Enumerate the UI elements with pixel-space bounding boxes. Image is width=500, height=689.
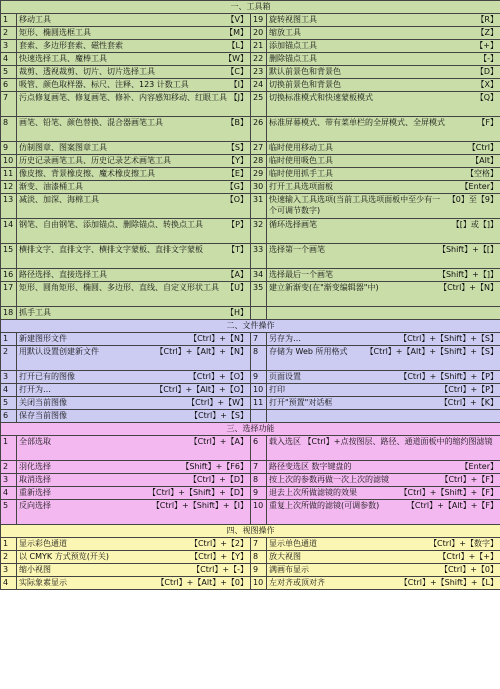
shortcut-description: 显示单色通道 xyxy=(269,539,317,548)
shortcut-cell xyxy=(17,346,251,371)
item-number: 6 xyxy=(1,79,17,92)
shortcut-description: 矩形、椭圆选框工具 xyxy=(19,28,91,37)
shortcut-key: 【Ctrl】+【2】 xyxy=(189,539,248,548)
shortcut-key: 【Ctrl】+【P】 xyxy=(440,385,498,394)
item-number: 1 xyxy=(1,333,17,346)
shortcut-cell xyxy=(17,397,251,410)
item-number: 2 xyxy=(1,551,17,564)
item-number: 9 xyxy=(1,142,17,155)
shortcut-key: 【Ctrl】+【S】 xyxy=(189,411,248,420)
item-number: 2 xyxy=(1,346,17,371)
item-number: 6 xyxy=(1,410,17,423)
shortcut-key: 【B】 xyxy=(226,118,248,127)
shortcut-description: 减淡、加深、海棉工具 xyxy=(19,195,99,204)
shortcut-key: 【F】 xyxy=(477,118,498,127)
shortcut-cell xyxy=(17,79,251,92)
shortcut-cell xyxy=(267,79,500,92)
shortcut-cell xyxy=(17,219,251,244)
shortcut-key: 【S】 xyxy=(226,143,248,152)
shortcut-key: 【Q】 xyxy=(475,93,498,102)
shortcut-key: 【-】 xyxy=(479,54,498,63)
shortcut-cell xyxy=(267,474,500,487)
table-row xyxy=(1,397,500,410)
shortcut-key: 【H】 xyxy=(225,308,248,317)
item-number: 26 xyxy=(251,117,267,142)
shortcut-description: 缩放工具 xyxy=(269,28,301,37)
shortcut-key: 【Ctrl】+【K】 xyxy=(439,398,498,407)
section-title: 三、选择功能 xyxy=(1,423,500,436)
item-number: 5 xyxy=(1,397,17,410)
shortcut-description: 打开为… xyxy=(19,385,51,394)
shortcut-cell xyxy=(17,53,251,66)
shortcut-key: 【空格】 xyxy=(466,169,498,178)
shortcut-description: 标准屏幕模式、带有菜单栏的全屏模式、全屏模式 xyxy=(269,118,445,127)
table-row xyxy=(1,92,500,117)
shortcut-description: 裁剪、透视裁剪、切片、切片选择工具 xyxy=(19,67,155,76)
item-number: 29 xyxy=(251,168,267,181)
item-number: 31 xyxy=(251,194,267,219)
shortcut-key: 【U】 xyxy=(226,283,248,292)
shortcut-description: 按上次的参数再做一次上次的滤镜 xyxy=(269,475,389,484)
shortcut-description: 切换前景色和背景色 xyxy=(269,80,341,89)
item-number: 23 xyxy=(251,66,267,79)
shortcut-key: 【Alt】 xyxy=(471,156,498,165)
shortcut-key: 【Ctrl】+【Shift】+【L】 xyxy=(399,578,498,587)
shortcut-cell xyxy=(267,282,500,307)
shortcut-description: 重新选择 xyxy=(19,488,51,497)
table-row xyxy=(1,410,500,423)
shortcut-description: 吸管、颜色取样器、标尺、注释、123 计数工具 xyxy=(19,80,189,89)
shortcut-cell xyxy=(17,436,251,461)
shortcut-description: 临时使用吸色工具 xyxy=(269,156,333,165)
shortcut-cell xyxy=(17,282,251,307)
table-row xyxy=(1,219,500,244)
section-title: 二、文件操作 xyxy=(1,320,500,333)
table-row xyxy=(1,551,500,564)
section-title: 一、工具箱 xyxy=(1,1,500,14)
shortcut-description: 全部选取 xyxy=(19,437,51,446)
shortcut-description: 显示彩色通道 xyxy=(19,539,67,548)
item-number: 1 xyxy=(1,538,17,551)
shortcut-description: 重复上次所做的滤镜(可调参数) xyxy=(269,501,380,510)
shortcut-description: 钢笔、自由钢笔、添加锚点、删除锚点、转换点工具 xyxy=(19,220,203,229)
shortcut-key: 【Ctrl】 xyxy=(467,143,498,152)
item-number xyxy=(251,410,267,423)
item-number: 15 xyxy=(1,244,17,269)
shortcut-cell xyxy=(267,436,500,461)
shortcut-cell xyxy=(17,117,251,142)
shortcut-description: 历史记录画笔工具、历史记录艺术画笔工具 xyxy=(19,156,171,165)
item-number: 11 xyxy=(1,168,17,181)
item-number: 22 xyxy=(251,53,267,66)
shortcut-description: 添加锚点工具 xyxy=(269,41,317,50)
shortcut-description: 快速选择工具、魔棒工具 xyxy=(19,54,107,63)
shortcut-cell xyxy=(17,307,251,320)
shortcut-description: 套索、多边形套索、磁性套索 xyxy=(19,41,123,50)
item-number: 7 xyxy=(251,461,267,474)
shortcut-description: 仿制图章、图案图章工具 xyxy=(19,143,107,152)
item-number: 20 xyxy=(251,27,267,40)
shortcut-description: 实际象素显示 xyxy=(19,578,67,587)
item-number: 32 xyxy=(251,219,267,244)
shortcut-description: 放大视图 xyxy=(269,552,301,561)
shortcut-cell xyxy=(267,461,500,474)
shortcut-key: 【Enter】 xyxy=(460,462,498,471)
shortcut-cell xyxy=(267,307,500,320)
item-number: 14 xyxy=(1,219,17,244)
item-number: 1 xyxy=(1,436,17,461)
shortcut-cell xyxy=(267,92,500,117)
shortcut-key: 【Ctrl】+【D】 xyxy=(188,475,248,484)
shortcut-description: 旋转视图工具 xyxy=(269,15,317,24)
shortcut-description: 像皮擦、背景橡皮擦、魔术橡皮擦工具 xyxy=(19,169,155,178)
shortcut-cell xyxy=(267,244,500,269)
shortcut-cell xyxy=(267,219,500,244)
shortcut-key: 【Ctrl】+【N】 xyxy=(189,334,248,343)
shortcut-key: 【X】 xyxy=(476,80,498,89)
item-number: 1 xyxy=(1,14,17,27)
shortcut-cell xyxy=(17,244,251,269)
shortcut-description: 默认前景色和背景色 xyxy=(269,67,341,76)
shortcut-cell xyxy=(17,410,251,423)
item-number: 8 xyxy=(251,551,267,564)
item-number: 24 xyxy=(251,79,267,92)
item-number: 2 xyxy=(1,27,17,40)
shortcut-description: 打开已有的图像 xyxy=(19,372,75,381)
shortcut-description: 左对齐或顶对齐 xyxy=(269,578,325,587)
shortcut-description: 打开"预置"对话框 xyxy=(269,398,333,407)
shortcut-cell xyxy=(267,117,500,142)
shortcut-cell xyxy=(17,500,251,525)
shortcut-cell xyxy=(267,14,500,27)
shortcut-key: 【Ctrl】+【Alt】+【F】 xyxy=(406,501,498,510)
shortcut-cell xyxy=(267,142,500,155)
table-row xyxy=(1,346,500,371)
table-row xyxy=(1,384,500,397)
shortcut-description: 移动工具 xyxy=(19,15,51,24)
shortcut-cell xyxy=(17,564,251,577)
shortcut-description: 删除锚点工具 xyxy=(269,54,317,63)
table-row xyxy=(1,142,500,155)
shortcut-key: 【L】 xyxy=(227,41,248,50)
shortcut-cell xyxy=(267,384,500,397)
shortcut-key: 【Ctrl】+【Shift】+【F】 xyxy=(399,488,498,497)
shortcut-key: 【C】 xyxy=(226,67,248,76)
table-row xyxy=(1,487,500,500)
shortcut-key: 【Shift】+【]】 xyxy=(437,270,498,279)
shortcut-cell xyxy=(17,168,251,181)
table-row xyxy=(1,244,500,269)
shortcut-description: 选择第一个画笔 xyxy=(269,245,325,254)
item-number: 3 xyxy=(1,564,17,577)
shortcut-cell xyxy=(267,168,500,181)
shortcut-description: 路径变选区 数字键盘的 xyxy=(269,462,352,471)
item-number: 25 xyxy=(251,92,267,117)
shortcut-key: 【Ctrl】+【W】 xyxy=(187,398,248,407)
shortcut-description: 矩形、圆角矩形、椭圆、多边形、直线、自定义形状工具 xyxy=(19,283,219,292)
shortcut-key: 【A】 xyxy=(226,270,248,279)
shortcut-description: 用默认设置创建新文件 xyxy=(19,347,99,356)
shortcut-cell xyxy=(17,142,251,155)
table-row xyxy=(1,194,500,219)
shortcut-cell xyxy=(17,92,251,117)
shortcut-key: 【Ctrl】+【-】 xyxy=(192,565,248,574)
shortcut-cell xyxy=(17,371,251,384)
shortcut-description: 另存为… xyxy=(269,334,301,343)
shortcut-cell xyxy=(267,333,500,346)
table-row xyxy=(1,155,500,168)
item-number: 5 xyxy=(1,500,17,525)
table-row xyxy=(1,538,500,551)
item-number: 9 xyxy=(251,371,267,384)
shortcut-description: 退去上次所做滤镜的效果 xyxy=(269,488,357,497)
shortcut-description: 载入选区 【Ctrl】+点按图层、路径、通道面板中的缩约图滤镜 xyxy=(269,437,493,446)
shortcut-cell xyxy=(17,538,251,551)
shortcut-key: 【Ctrl】+【+】 xyxy=(438,552,498,561)
item-number: 12 xyxy=(1,181,17,194)
shortcut-key: 【Ctrl】+【A】 xyxy=(189,437,248,446)
shortcut-cell xyxy=(267,500,500,525)
shortcut-key: 【Ctrl】+【Alt】+【0】 xyxy=(156,578,248,587)
item-number: 17 xyxy=(1,282,17,307)
item-number: 16 xyxy=(1,269,17,282)
item-number: 2 xyxy=(1,461,17,474)
item-number: 3 xyxy=(1,371,17,384)
item-number: 8 xyxy=(251,346,267,371)
table-row xyxy=(1,461,500,474)
item-number: 7 xyxy=(251,333,267,346)
table-row xyxy=(1,168,500,181)
shortcut-description: 抓手工具 xyxy=(19,308,51,317)
shortcut-cell xyxy=(267,538,500,551)
table-row xyxy=(1,282,500,307)
shortcut-description: 临时使用抓手工具 xyxy=(269,169,333,178)
table-row xyxy=(1,66,500,79)
item-number: 10 xyxy=(251,577,267,590)
item-number: 33 xyxy=(251,244,267,269)
shortcut-description: 污点修复画笔、修复画笔、修补、内容感知移动、红眼工具 xyxy=(19,93,227,102)
shortcut-cell xyxy=(267,269,500,282)
table-row xyxy=(1,307,500,320)
table-row xyxy=(1,333,500,346)
shortcut-cell xyxy=(17,66,251,79)
item-number: 13 xyxy=(1,194,17,219)
shortcut-key: 【Ctrl】+【Shift】+【P】 xyxy=(399,372,498,381)
table-row xyxy=(1,181,500,194)
table-row xyxy=(1,436,500,461)
shortcut-description: 取消选择 xyxy=(19,475,51,484)
shortcut-description: 切换标准模式和快速蒙板模式 xyxy=(269,93,373,102)
item-number: 4 xyxy=(1,53,17,66)
shortcut-cell xyxy=(17,40,251,53)
item-number: 8 xyxy=(251,474,267,487)
item-number: 10 xyxy=(251,384,267,397)
shortcut-description: 临时使用移动工具 xyxy=(269,143,333,152)
item-number: 10 xyxy=(1,155,17,168)
shortcut-key: 【O】 xyxy=(225,195,248,204)
shortcut-cell xyxy=(267,27,500,40)
shortcut-key: 【Enter】 xyxy=(460,182,498,191)
item-number: 8 xyxy=(1,117,17,142)
item-number: 10 xyxy=(251,500,267,525)
item-number: 4 xyxy=(1,384,17,397)
shortcut-cell xyxy=(267,346,500,371)
shortcut-cell xyxy=(267,410,500,423)
shortcut-cell xyxy=(267,577,500,590)
item-number: 9 xyxy=(251,564,267,577)
shortcut-cell xyxy=(17,14,251,27)
table-row xyxy=(1,371,500,384)
section-title: 四、视图操作 xyxy=(1,525,500,538)
table-row xyxy=(1,577,500,590)
shortcut-cell xyxy=(17,551,251,564)
item-number: 19 xyxy=(251,14,267,27)
item-number: 35 xyxy=(251,282,267,307)
shortcut-key: 【D】 xyxy=(475,67,498,76)
item-number xyxy=(251,307,267,320)
table-row xyxy=(1,474,500,487)
shortcut-key: 【Ctrl】+【Y】 xyxy=(190,552,248,561)
item-number: 30 xyxy=(251,181,267,194)
shortcut-key: 【Ctrl】+【O】 xyxy=(188,372,248,381)
table-row xyxy=(1,564,500,577)
shortcut-cell xyxy=(17,474,251,487)
shortcut-cell xyxy=(267,487,500,500)
shortcut-key: 【Ctrl】+【Shift】+【D】 xyxy=(148,488,248,497)
shortcut-cell xyxy=(267,155,500,168)
shortcut-key: 【+】 xyxy=(475,41,498,50)
item-number: 21 xyxy=(251,40,267,53)
shortcut-description: 渐变、油漆桶工具 xyxy=(19,182,83,191)
shortcut-key: 【Ctrl】+【Shift】+【S】 xyxy=(399,334,498,343)
shortcut-key: 【T】 xyxy=(227,245,248,254)
shortcut-description: 羽化选择 xyxy=(19,462,51,471)
shortcut-description: 缩小视图 xyxy=(19,565,51,574)
item-number: 4 xyxy=(1,487,17,500)
shortcut-key: 【Y】 xyxy=(227,156,248,165)
item-number: 11 xyxy=(251,397,267,410)
item-number: 7 xyxy=(251,538,267,551)
shortcut-description: 打开工具选项面板 xyxy=(269,182,333,191)
shortcut-description: 反向选择 xyxy=(19,501,51,510)
shortcut-key: 【M】 xyxy=(225,28,248,37)
shortcut-key: 【V】 xyxy=(226,15,248,24)
shortcut-description: 满画布显示 xyxy=(269,565,309,574)
shortcut-key: 【R】 xyxy=(476,15,498,24)
shortcut-description: 快速输入工具选项(当前工具选项面板中至少有一个可调节数字) xyxy=(269,195,441,215)
shortcut-description: 选择最后一个画笔 xyxy=(269,270,333,279)
shortcut-cell xyxy=(17,577,251,590)
shortcut-key: 【0】至【9】 xyxy=(447,195,498,204)
shortcut-cell xyxy=(17,487,251,500)
shortcut-key: 【[】或【]】 xyxy=(451,220,498,229)
shortcut-cell xyxy=(17,333,251,346)
item-number: 5 xyxy=(1,66,17,79)
shortcut-cell xyxy=(17,269,251,282)
shortcut-description: 循环选择画笔 xyxy=(269,220,317,229)
shortcut-key: 【Ctrl】+【0】 xyxy=(439,565,498,574)
shortcut-key: 【P】 xyxy=(227,220,248,229)
shortcut-cell xyxy=(17,461,251,474)
shortcut-cell xyxy=(267,53,500,66)
table-row xyxy=(1,79,500,92)
shortcut-description: 画笔、铅笔、颜色替换、混合器画笔工具 xyxy=(19,118,163,127)
shortcut-cell xyxy=(267,551,500,564)
shortcut-description: 存储为 Web 所用格式 xyxy=(269,347,348,356)
shortcut-cell xyxy=(267,397,500,410)
item-number: 9 xyxy=(251,487,267,500)
table-row xyxy=(1,27,500,40)
item-number: 3 xyxy=(1,40,17,53)
shortcut-description: 打印 xyxy=(269,385,285,394)
table-row xyxy=(1,269,500,282)
item-number: 34 xyxy=(251,269,267,282)
shortcut-description: 以 CMYK 方式预览(开关) xyxy=(19,552,109,561)
shortcut-key: 【Shift】+【[】 xyxy=(437,245,498,254)
shortcut-cell xyxy=(17,384,251,397)
item-number: 7 xyxy=(1,92,17,117)
shortcut-cell xyxy=(267,181,500,194)
shortcut-cell xyxy=(267,66,500,79)
shortcut-cell xyxy=(267,194,500,219)
shortcut-key: 【Z】 xyxy=(476,28,498,37)
table-row xyxy=(1,14,500,27)
table-row xyxy=(1,53,500,66)
table-row xyxy=(1,500,500,525)
shortcut-cell xyxy=(17,155,251,168)
shortcut-key: 【Ctrl】+【N】 xyxy=(439,283,498,292)
item-number: 27 xyxy=(251,142,267,155)
shortcut-key: 【Ctrl】+【Alt】+【Shift】+【S】 xyxy=(365,347,498,356)
shortcut-cell xyxy=(267,40,500,53)
shortcut-description: 关闭当前图像 xyxy=(19,398,67,407)
shortcut-key: 【Shift】+【F6】 xyxy=(181,462,248,471)
shortcut-key: 【I】 xyxy=(229,80,248,89)
item-number: 18 xyxy=(1,307,17,320)
shortcut-key: 【E】 xyxy=(226,169,248,178)
shortcut-cell xyxy=(267,371,500,384)
shortcut-key: 【G】 xyxy=(225,182,248,191)
shortcut-key: 【Ctrl】+【F】 xyxy=(440,475,498,484)
shortcut-cell xyxy=(17,27,251,40)
shortcut-key: 【Ctrl】+【Alt】+【O】 xyxy=(155,385,248,394)
shortcut-key: 【Ctrl】+【Shift】+【I】 xyxy=(151,501,248,510)
shortcut-description: 横排文字、直排文字、横排文字蒙板、直排文字蒙板 xyxy=(19,245,203,254)
shortcut-cell xyxy=(267,564,500,577)
shortcut-cell xyxy=(17,194,251,219)
shortcut-description: 保存当前图像 xyxy=(19,411,67,420)
shortcut-description: 页面设置 xyxy=(269,372,301,381)
table-row xyxy=(1,40,500,53)
shortcut-description: 路径选择、直接选择工具 xyxy=(19,270,107,279)
shortcut-key: 【J】 xyxy=(229,93,248,102)
shortcut-cell xyxy=(17,181,251,194)
item-number: 3 xyxy=(1,474,17,487)
table-row xyxy=(1,117,500,142)
shortcut-description: 建立新渐变(在"渐变编辑器"中) xyxy=(269,283,379,292)
shortcut-key: 【Ctrl】+【数字】 xyxy=(429,539,498,548)
shortcut-key: 【W】 xyxy=(224,54,248,63)
shortcut-description: 新建图形文件 xyxy=(19,334,67,343)
item-number: 4 xyxy=(1,577,17,590)
item-number: 28 xyxy=(251,155,267,168)
item-number: 6 xyxy=(251,436,267,461)
shortcut-key: 【Ctrl】+【Alt】+【N】 xyxy=(155,347,248,356)
